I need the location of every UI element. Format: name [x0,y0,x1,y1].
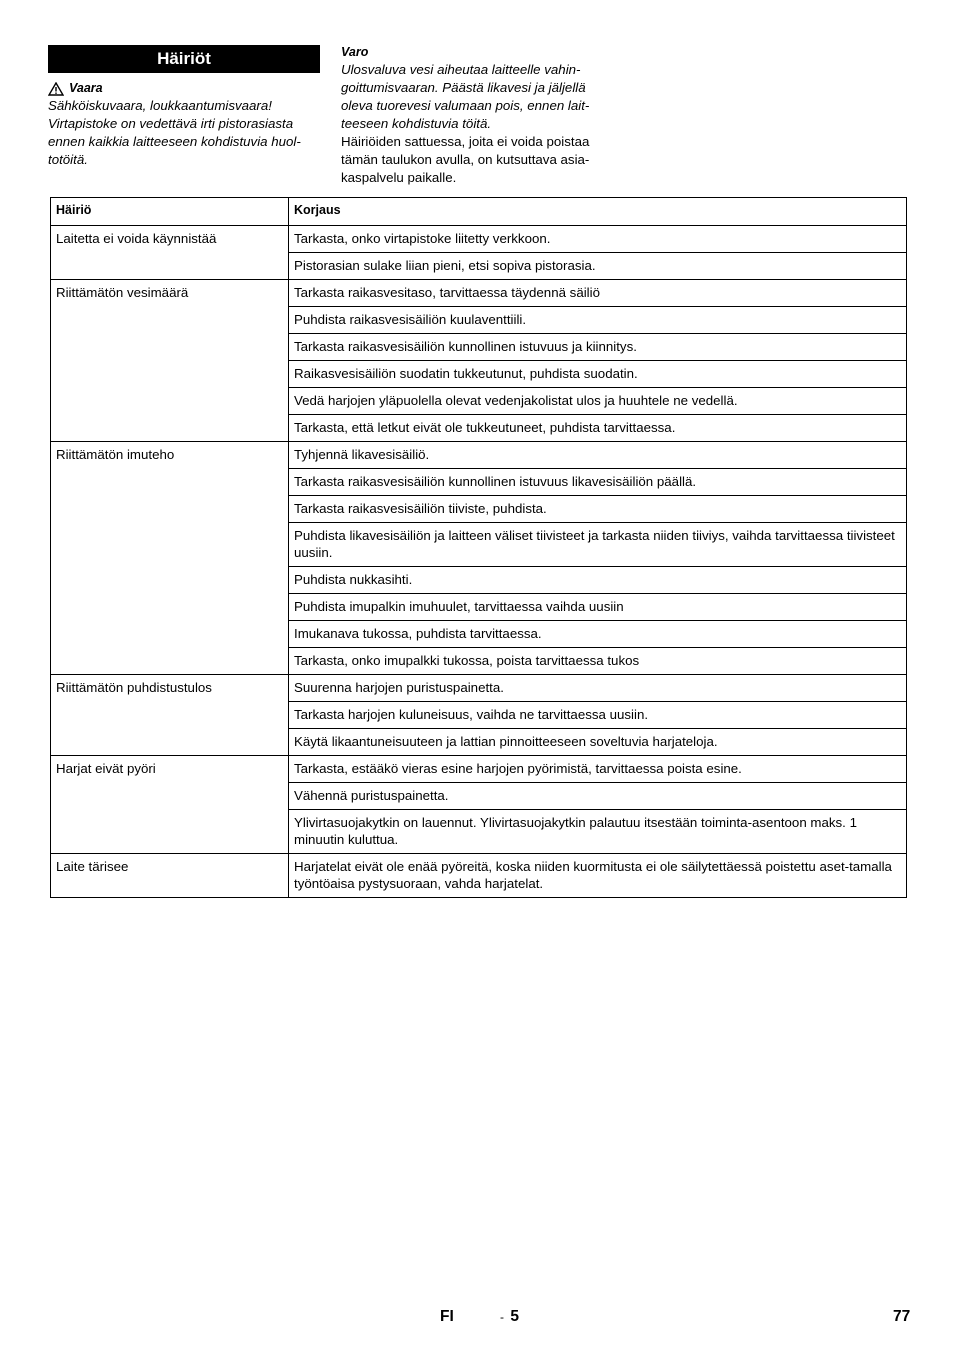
danger-title: Vaara [69,81,103,95]
remedy-cell: Vähennä puristuspainetta. [289,783,907,810]
remedy-cell: Tarkasta, onko imupalkki tukossa, poista tarvittaessa tukos [289,648,907,675]
table-row [51,226,907,253]
remedy-cell: Puhdista imupalkin imuhuulet, tarvittaessa vaihda uusiin [289,594,907,621]
table-body [51,226,907,898]
remedy-cell: Pistorasian sulake liian pieni, etsi sopiva pistorasia. [289,253,907,280]
table-row [51,675,907,702]
danger-notice [48,80,323,169]
table-row [51,756,907,783]
remedy-cell: Tarkasta harjojen kuluneisuus, vaihda ne tarvittaessa uusiin. [289,702,907,729]
remedy-cell: Tarkasta raikasvesitaso, tarvittaessa täydennä säiliö [289,280,907,307]
remedy-cell: Harjatelat eivät ole enää pyöreitä, koska niiden kuormitusta ei ole säilytettäessä poistettu aset-tamalla työntöaisa pystysuoraan, vahda harjatelat. [289,854,907,898]
table-row [51,280,907,307]
fault-cell: Laitetta ei voida käynnistää [51,226,289,280]
remedy-cell: Puhdista nukkasihti. [289,567,907,594]
table-row [51,854,907,898]
remedy-cell: Ylivirtasuojakytkin on lauennut. Ylivirtasuojakytkin palautuu itsestään toiminta-asentoon maks. 1 minuutin kuluttua. [289,810,907,854]
caution-text: Ulosvaluva vesi aiheutaa laitteelle vahin- goittumisvaaran. Päästä likavesi ja jäljellä oleva tuorevesi valumaan pois, ennen lait- teeseen kohdistuvia töitä. [341,62,590,131]
remedy-cell: Tarkasta, estääkö vieras esine harjojen pyörimistä, tarvittaessa poista esine. [289,756,907,783]
fault-cell: Riittämätön vesimäärä [51,280,289,442]
remedy-cell: Käytä likaantuneisuuteen ja lattian pinnoitteeseen soveltuvia harjateloja. [289,729,907,756]
remedy-cell: Tarkasta raikasvesisäiliön kunnollinen istuvuus likavesisäiliön päällä. [289,469,907,496]
remedy-cell: Raikasvesisäiliön suodatin tukkeutunut, puhdista suodatin. [289,361,907,388]
remedy-cell: Tyhjennä likavesisäiliö. [289,442,907,469]
section-title: Häiriöt [48,45,320,73]
caution-notice [341,44,623,187]
remedy-cell: Imukanava tukossa, puhdista tarvittaessa. [289,621,907,648]
fault-cell: Riittämätön puhdistustulos [51,675,289,756]
footer-language: FI [440,1308,454,1325]
fault-cell: Riittämätön imuteho [51,442,289,675]
remedy-cell: Suurenna harjojen puristuspainetta. [289,675,907,702]
remedy-cell: Tarkasta, onko virtapistoke liitetty verkkoon. [289,226,907,253]
table-row [51,442,907,469]
intro-text: Häiriöiden sattuessa, joita ei voida poistaa tämän taulukon avulla, on kutsuttava asia- kaspalvelu paikalle. [341,134,590,185]
remedy-cell: Puhdista raikasvesisäiliön kuulaventtiili. [289,307,907,334]
header-remedy: Korjaus [289,198,907,226]
warning-triangle-icon [48,82,64,96]
footer-section-page: - 5 [500,1308,519,1325]
remedy-cell: Tarkasta, että letkut eivät ole tukkeutuneet, puhdista tarvittaessa. [289,415,907,442]
danger-text: Sähköiskuvaara, loukkaantumisvaara! Virtapistoke on vedettävä irti pistorasiasta ennen kaikkia laitteeseen kohdistuvia huol- totöitä. [48,98,301,167]
remedy-cell: Tarkasta raikasvesisäiliön kunnollinen istuvuus ja kiinnitys. [289,334,907,361]
header-fault: Häiriö [51,198,289,226]
remedy-cell: Vedä harjojen yläpuolella olevat vedenjakolistat ulos ja huuhtele ne vedellä. [289,388,907,415]
remedy-cell: Tarkasta raikasvesisäiliön tiiviste, puhdista. [289,496,907,523]
remedy-cell: Puhdista likavesisäiliön ja laitteen väliset tiivisteet ja tarkasta niiden tiiviys, vaihda tarvittaessa tiivisteet uusiin. [289,523,907,567]
fault-cell: Harjat eivät pyöri [51,756,289,854]
fault-cell: Laite tärisee [51,854,289,898]
table-header-row [51,198,907,226]
troubleshooting-table [50,197,907,898]
footer-page-number: 77 [893,1308,911,1325]
caution-title: Varo [341,45,369,59]
